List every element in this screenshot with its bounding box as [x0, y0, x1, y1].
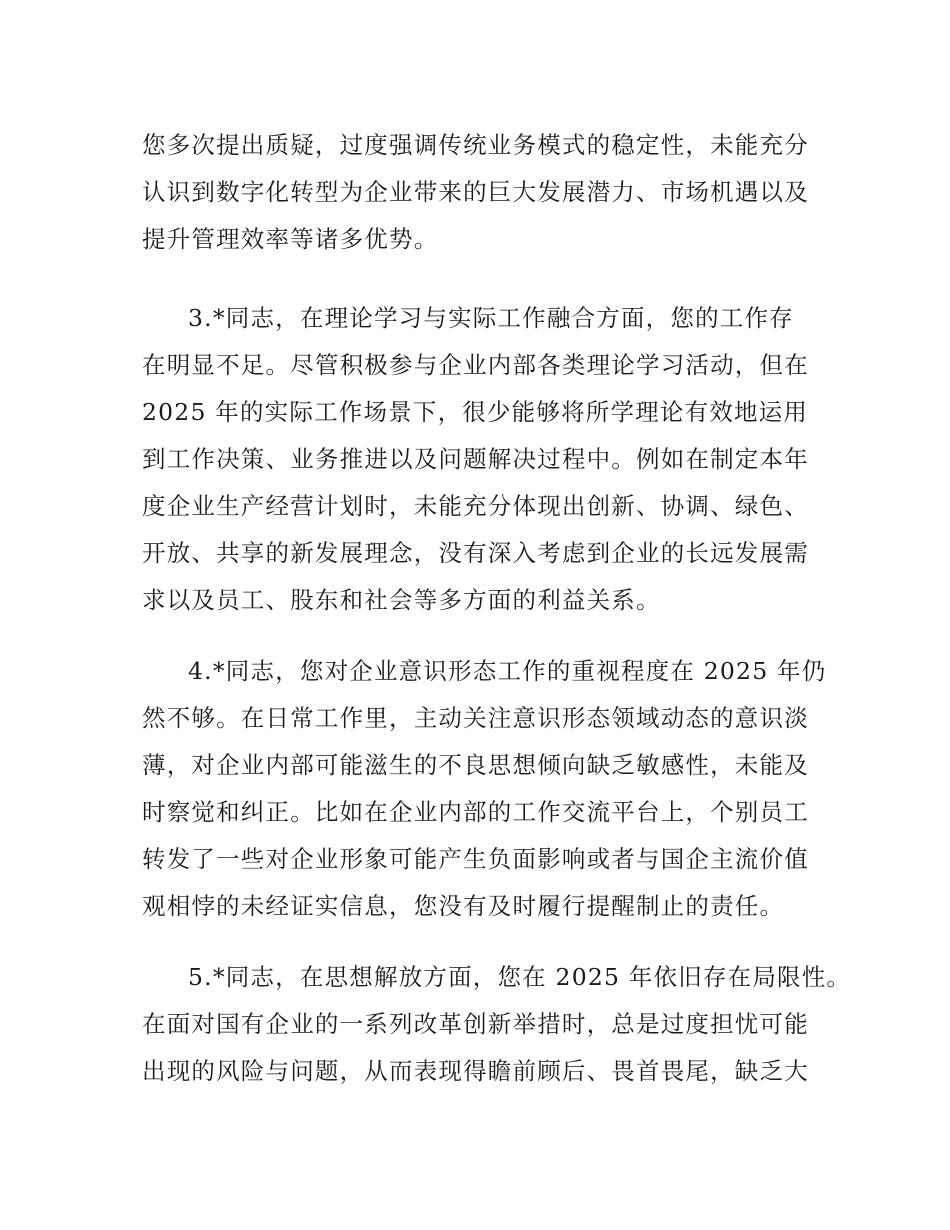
- text-line: 度企业生产经营计划时，未能充分体现出创新、协调、绿色、: [142, 492, 809, 520]
- text-line: 出现的风险与问题，从而表现得瞻前顾后、畏首畏尾，缺乏大: [142, 1057, 809, 1085]
- text-line: 然不够。在日常工作里，主动关注意识形态领域动态的意识淡: [142, 704, 809, 732]
- paragraph-3-first-line: 3.*同志，在理论学习与实际工作融合方面，您的工作存: [188, 304, 794, 332]
- text-line: 2025 年的实际工作场景下，很少能够将所学理论有效地运用: [142, 398, 809, 426]
- text-line: 观相悖的未经证实信息，您没有及时履行提醒制止的责任。: [142, 892, 785, 920]
- paragraph-5-first-line: 5.*同志，在思想解放方面，您在 2025 年依旧存在局限性。: [188, 963, 852, 991]
- text-line: 在明显不足。尽管积极参与企业内部各类理论学习活动，但在: [142, 351, 809, 379]
- paragraph-4-first-line: 4.*同志，您对企业意识形态工作的重视程度在 2025 年仍: [188, 657, 827, 685]
- text-line: 求以及员工、股东和社会等多方面的利益关系。: [142, 586, 661, 614]
- text-line: 转发了一些对企业形象可能产生负面影响或者与国企主流价值: [142, 845, 809, 873]
- text-line: 提升管理效率等诸多优势。: [142, 225, 439, 253]
- text-line: 认识到数字化转型为企业带来的巨大发展潜力、市场机遇以及: [142, 178, 809, 206]
- text-line: 到工作决策、业务推进以及问题解决过程中。例如在制定本年: [142, 445, 809, 473]
- text-line: 开放、共享的新发展理念，没有深入考虑到企业的长远发展需: [142, 539, 809, 567]
- text-line: 薄，对企业内部可能滋生的不良思想倾向缺乏敏感性，未能及: [142, 751, 809, 779]
- text-line: 时察觉和纠正。比如在企业内部的工作交流平台上，个别员工: [142, 798, 809, 826]
- text-line: 您多次提出质疑，过度强调传统业务模式的稳定性，未能充分: [142, 131, 809, 159]
- text-line: 在面对国有企业的一系列改革创新举措时，总是过度担忧可能: [142, 1010, 809, 1038]
